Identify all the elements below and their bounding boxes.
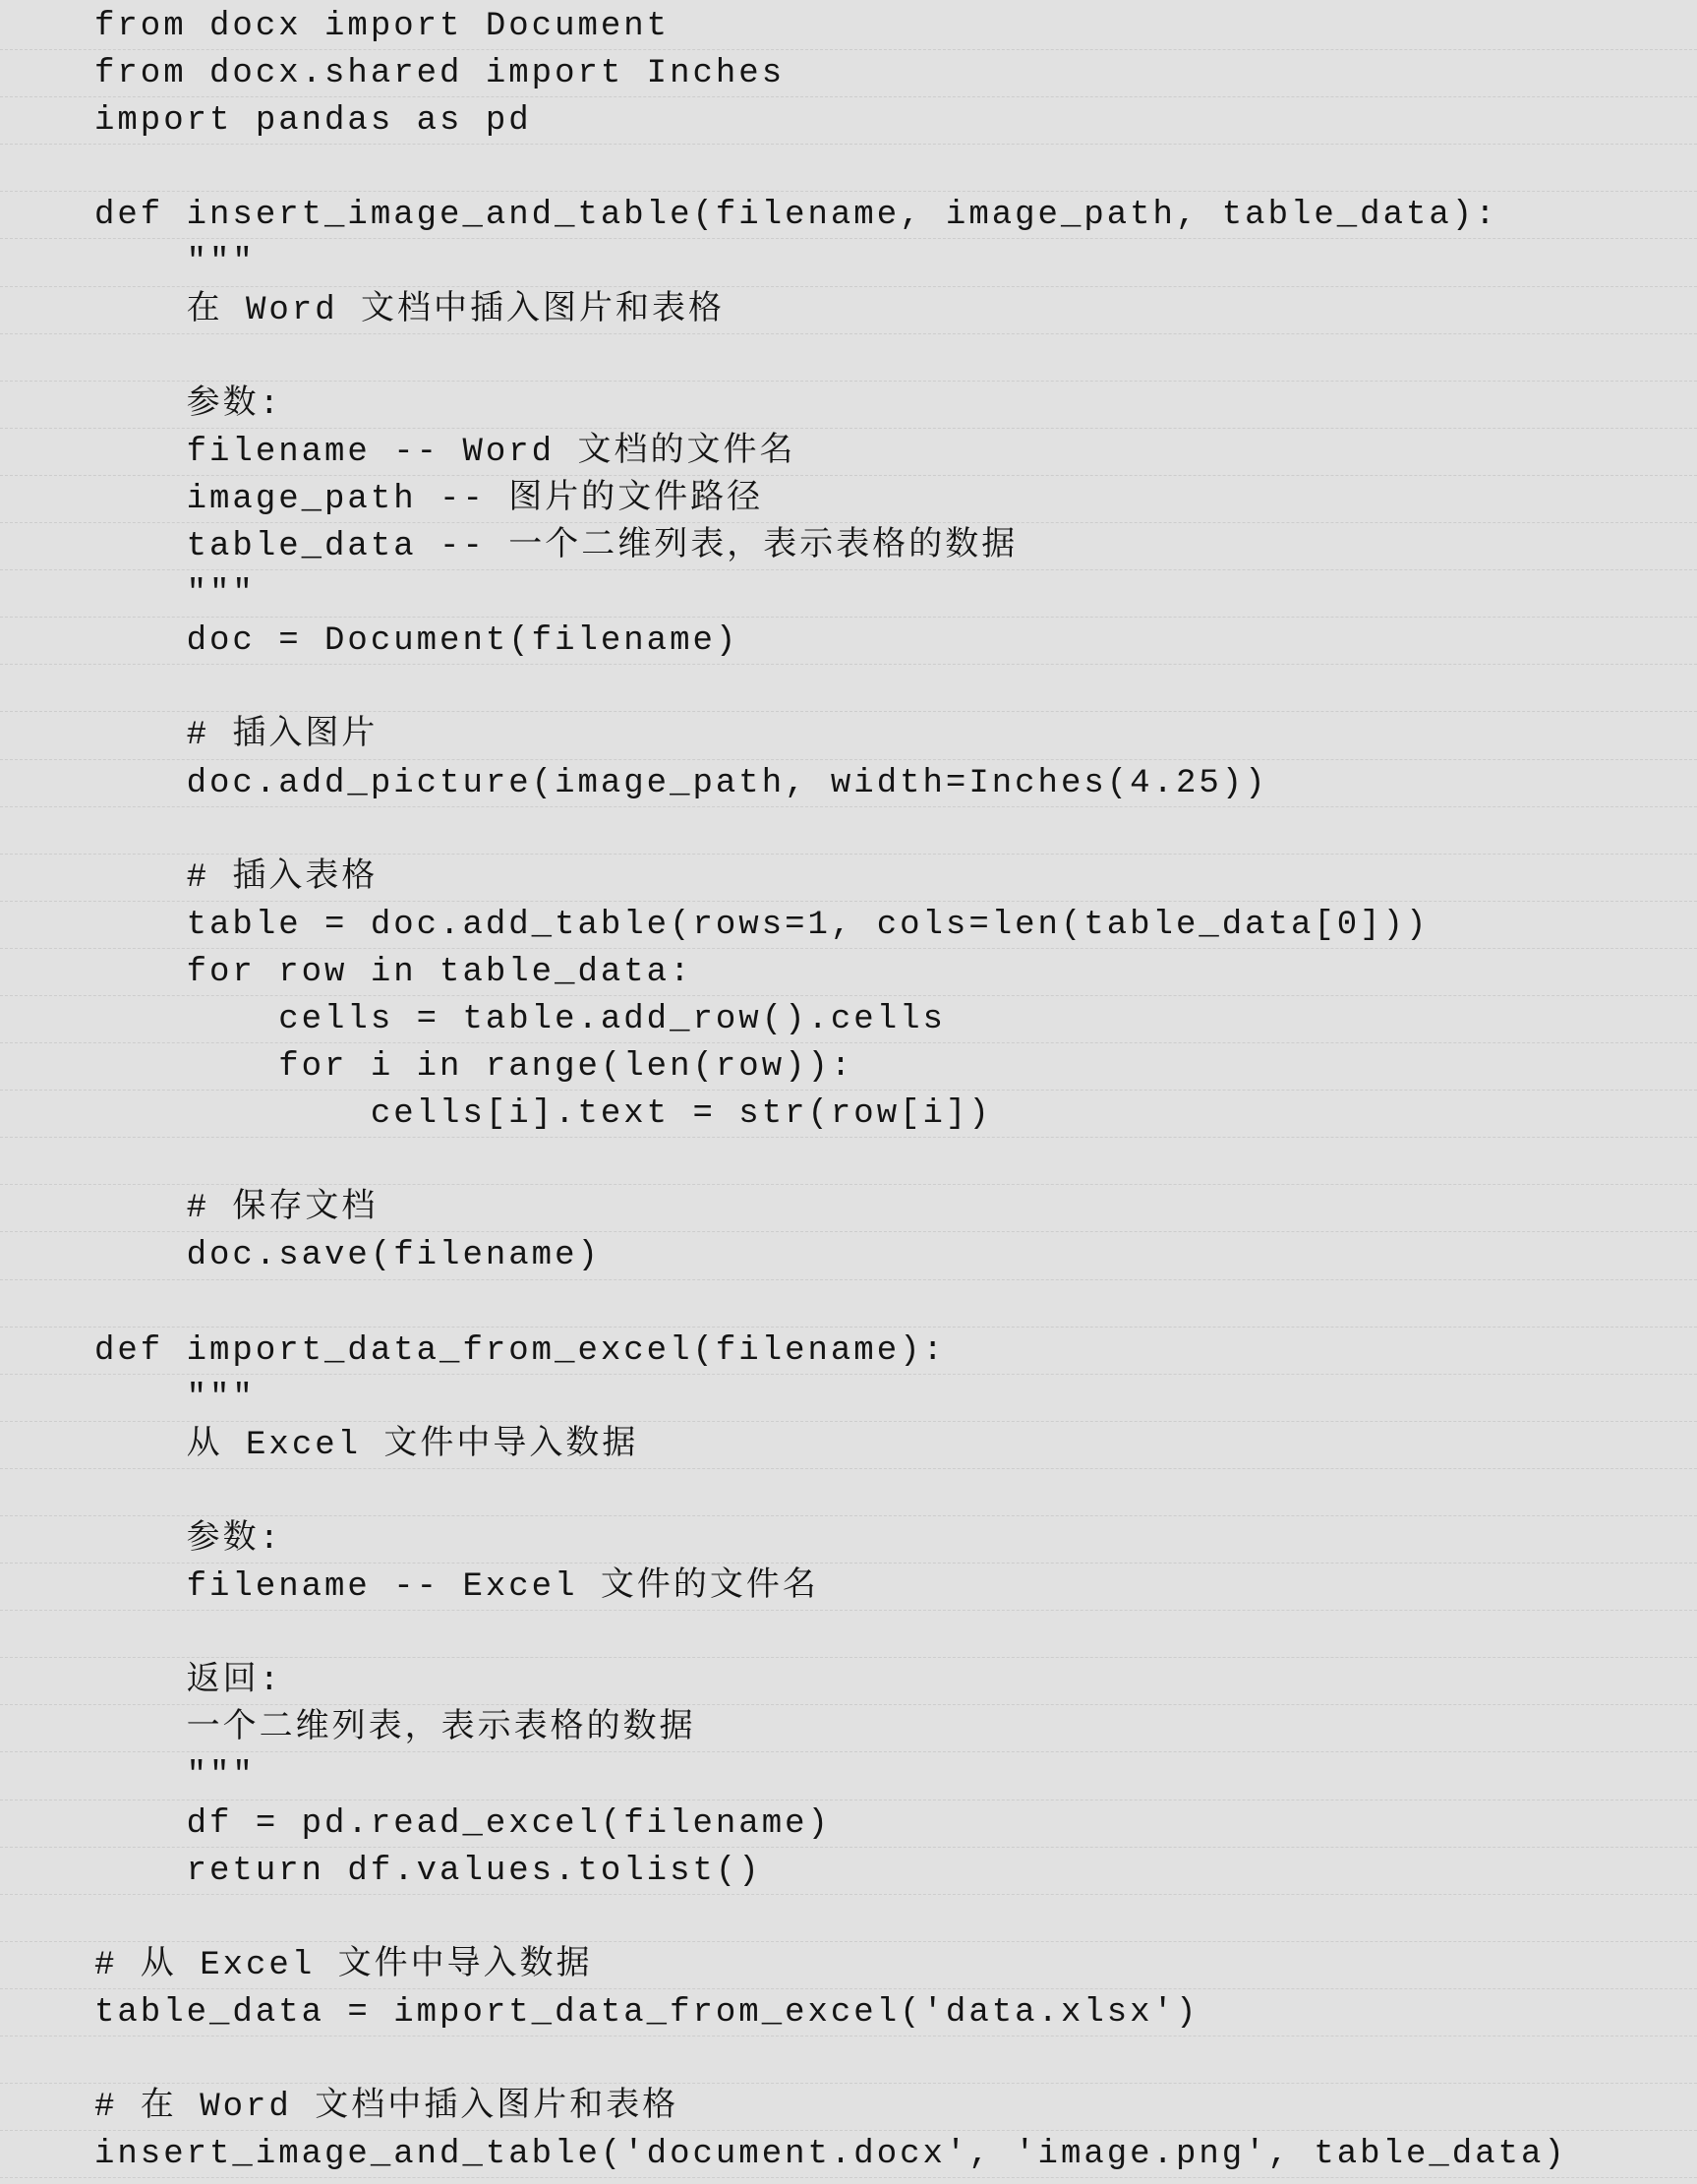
code-line: doc.save(filename) — [0, 1232, 1697, 1279]
code-line: # 从 Excel 文件中导入数据 — [0, 1942, 1697, 1989]
code-line: for row in table_data: — [0, 949, 1697, 996]
code-line: """ — [0, 239, 1697, 286]
code-line — [0, 1469, 1697, 1516]
code-line: def import_data_from_excel(filename): — [0, 1328, 1697, 1375]
code-line — [0, 1138, 1697, 1185]
code-line: image_path -- 图片的文件路径 — [0, 476, 1697, 523]
code-line: for i in range(len(row)): — [0, 1043, 1697, 1091]
code-line — [0, 665, 1697, 712]
code-line — [0, 2036, 1697, 2084]
code-line: # 在 Word 文档中插入图片和表格 — [0, 2084, 1697, 2131]
code-line — [0, 334, 1697, 382]
code-line: 返回: — [0, 1658, 1697, 1705]
code-line: """ — [0, 570, 1697, 618]
code-line: 在 Word 文档中插入图片和表格 — [0, 287, 1697, 334]
code-line: """ — [0, 1752, 1697, 1800]
code-line: # 插入图片 — [0, 712, 1697, 759]
code-line: 参数: — [0, 1516, 1697, 1564]
code-line: # 插入表格 — [0, 855, 1697, 902]
code-line — [0, 145, 1697, 192]
code-line: filename -- Word 文档的文件名 — [0, 429, 1697, 476]
code-line: doc.add_picture(image_path, width=Inches(4.25)) — [0, 760, 1697, 807]
code-line: return df.values.tolist() — [0, 1848, 1697, 1895]
code-line — [0, 807, 1697, 855]
code-line: cells = table.add_row().cells — [0, 996, 1697, 1043]
code-line: from docx.shared import Inches — [0, 50, 1697, 97]
code-line: table_data = import_data_from_excel('data.xlsx') — [0, 1989, 1697, 2036]
code-line: 一个二维列表，表示表格的数据 — [0, 1705, 1697, 1752]
code-line: insert_image_and_table('document.docx', 'image.png', table_data) — [0, 2131, 1697, 2178]
code-line: df = pd.read_excel(filename) — [0, 1800, 1697, 1848]
code-line — [0, 1611, 1697, 1658]
code-line: table = doc.add_table(rows=1, cols=len(table_data[0])) — [0, 902, 1697, 949]
code-line: def insert_image_and_table(filename, image_path, table_data): — [0, 192, 1697, 239]
code-line — [0, 1280, 1697, 1328]
code-line: """ — [0, 1375, 1697, 1422]
code-line — [0, 1895, 1697, 1942]
code-line: cells[i].text = str(row[i]) — [0, 1091, 1697, 1138]
code-line: doc = Document(filename) — [0, 618, 1697, 665]
code-line: from docx import Document — [0, 3, 1697, 50]
code-line: import pandas as pd — [0, 97, 1697, 145]
code-line: table_data -- 一个二维列表，表示表格的数据 — [0, 523, 1697, 570]
code-line: filename -- Excel 文件的文件名 — [0, 1564, 1697, 1611]
code-line: # 保存文档 — [0, 1185, 1697, 1232]
code-line: 从 Excel 文件中导入数据 — [0, 1422, 1697, 1469]
code-line: 参数: — [0, 382, 1697, 429]
